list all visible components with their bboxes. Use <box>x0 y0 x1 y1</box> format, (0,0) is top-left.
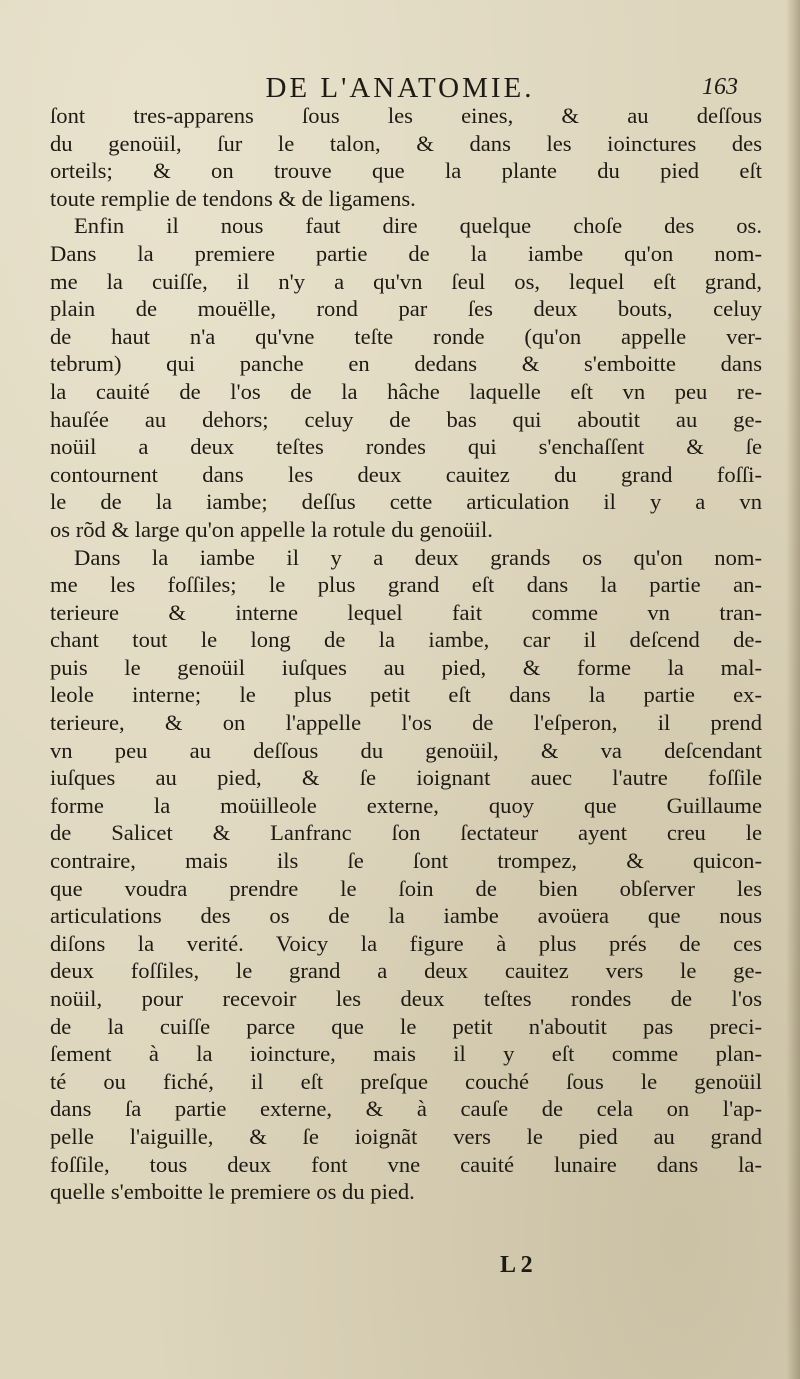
text-line: contraire, mais ils ſe ſont trompez, & quicon- <box>50 848 762 874</box>
text-line: ſement à la ioincture, mais il y eſt comme plan- <box>50 1041 762 1067</box>
text-line: de haut n'a qu'vne teſte ronde (qu'on appelle ver- <box>50 323 762 349</box>
text-line: forme la moüilleole externe, quoy que Guillaume <box>50 792 762 818</box>
text-line: contournent dans les deux cauitez du grand foſſi- <box>50 461 762 487</box>
text-line: té ou fiché, il eſt preſque couché ſous le genoüil <box>50 1068 762 1094</box>
text-line: me la cuiſſe, il n'y a qu'vn ſeul os, lequel eſt grand, <box>50 268 762 294</box>
text-line: tebrum) qui panche en dedans & s'emboitte dans <box>50 351 762 377</box>
text-line: articulations des os de la iambe avoüera que nous <box>50 903 762 929</box>
text-line: vn peu au deſſous du genoüil, & va deſcendant <box>50 737 762 763</box>
text-line: toute remplie de tendons & de ligamens. <box>50 185 416 211</box>
text-line: le de la iambe; deſſus cette articulation il y a vn <box>50 489 762 515</box>
text-line: Dans la iambe il y a deux grands os qu'on nom- <box>74 544 762 570</box>
text-line: noüil, pour recevoir les deux teſtes rondes de l'os <box>50 986 762 1011</box>
text-line: terieure, & on l'appelle l'os de l'eſperon, il prend <box>50 710 762 736</box>
text-line: foſſile, tous deux font vne cauité lunaire dans la- <box>50 1151 762 1177</box>
text-line: os rõd & large qu'on appelle la rotule du genoüil. <box>50 516 493 542</box>
text-line: Enfin il nous faut dire quelque choſe des os. <box>74 213 762 239</box>
text-line: chant tout le long de la iambe, car il deſcend de- <box>50 627 762 653</box>
text-line: ſont tres-apparens ſous les eines, & au deſſous <box>50 103 762 128</box>
page-number: 163 <box>702 74 738 100</box>
running-title: DE L'ANATOMIE. <box>265 72 535 104</box>
text-line: que voudra prendre le ſoin de bien obſerver les <box>50 875 762 901</box>
text-line: du genoüil, ſur le talon, & dans les ioinctures des <box>50 130 762 156</box>
text-line: Dans la premiere partie de la iambe qu'on nom- <box>50 240 762 266</box>
text-line: plain de mouëlle, rond par ſes deux bouts, celuy <box>50 296 762 322</box>
page-edge-shadow <box>786 0 800 1379</box>
text-line: dans ſa partie externe, & à cauſe de cela on l'ap- <box>50 1096 762 1122</box>
text-line: pelle l'aiguille, & ſe ioignãt vers le pied au grand <box>50 1123 762 1149</box>
text-line: de la cuiſſe parce que le petit n'aboutit pas preci- <box>50 1013 762 1039</box>
text-line: orteils; & on trouve que la plante du pied eſt <box>50 158 762 184</box>
text-line: terieure & interne lequel fait comme vn tran- <box>50 599 762 625</box>
signature-mark: L 2 <box>500 1252 533 1278</box>
text-line: iuſques au pied, & ſe ioignant auec l'autre foſſile <box>50 765 762 791</box>
body-text <box>50 102 762 1206</box>
text-line: puis le genoüil iuſques au pied, & forme la mal- <box>50 654 762 680</box>
text-line: deux foſſiles, le grand a deux cauitez vers le ge- <box>50 958 762 984</box>
text-line: leole interne; le plus petit eſt dans la partie ex- <box>50 682 762 708</box>
text-line: diſons la verité. Voicy la figure à plus prés de ces <box>50 930 762 956</box>
text-line: hauſée au dehors; celuy de bas qui aboutit au ge- <box>50 406 762 432</box>
text-line: noüil a deux teſtes rondes qui s'enchaſſent & ſe <box>50 434 762 460</box>
text-line: me les foſſiles; le plus grand eſt dans la partie an- <box>50 572 762 598</box>
text-line: la cauité de l'os de la hâche laquelle eſt vn peu re- <box>50 378 762 404</box>
text-line: quelle s'emboitte le premiere os du pied. <box>50 1179 415 1205</box>
text-line: de Salicet & Lanfranc ſon ſectateur ayent creu le <box>50 820 762 846</box>
